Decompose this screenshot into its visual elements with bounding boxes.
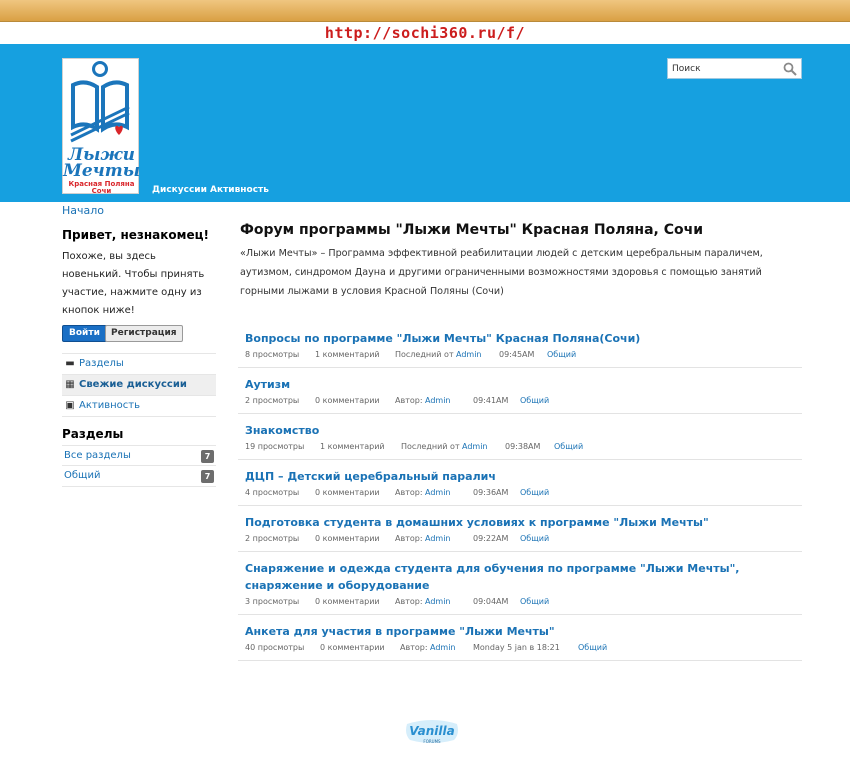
last-post-time: 09:38AM [505, 442, 541, 451]
last-post-time: 09:41AM [473, 396, 509, 405]
categories-list [62, 445, 216, 487]
discussion-row [238, 615, 802, 661]
author-prefix: Автор: [395, 488, 423, 497]
nav-discussions[interactable]: Дискуссии [152, 185, 207, 195]
sidebar-item-recent-discussions[interactable] [62, 375, 216, 396]
views-count: 40 просмотры [245, 643, 305, 652]
nav-activity[interactable]: Активность [210, 185, 269, 195]
search-box [667, 58, 802, 79]
site-url[interactable]: http://sochi360.ru/f/ [0, 22, 850, 44]
last-post-time: 09:45AM [499, 350, 535, 359]
author-prefix: Автор: [395, 396, 423, 405]
logo-emblem-icon [63, 59, 140, 149]
sidebar-item-categories[interactable] [62, 354, 216, 375]
author-prefix: Автор: [395, 597, 423, 606]
comments-count: 0 комментарии [320, 643, 385, 652]
category-link[interactable]: Общий [520, 396, 550, 405]
category-link[interactable]: Общий [578, 643, 608, 652]
main-header [240, 222, 802, 301]
vanilla-logo-text: Vanilla [409, 724, 455, 738]
category-link[interactable]: Общий [554, 442, 584, 451]
views-count: 2 просмотры [245, 534, 300, 543]
sidebar-item-label: Разделы [79, 358, 124, 369]
views-count: 2 просмотры [245, 396, 300, 405]
author-link[interactable]: Admin [425, 597, 451, 606]
discussion-title-link[interactable]: Подготовка студента в домашних условиях к программе "Лыжи Мечты" [245, 516, 709, 529]
logo-subtitle-line1: Красная Поляна [68, 180, 135, 188]
page-title: Форум программы "Лыжи Мечты" Красная Поляна, Сочи [240, 222, 704, 238]
comments-count: 0 комментарии [315, 488, 380, 497]
vanilla-logo-subtext: FORUMS [423, 739, 441, 744]
calendar-icon: ▦ [65, 379, 75, 390]
search-icon[interactable] [783, 62, 797, 76]
discussion-title-link[interactable]: Вопросы по программе "Лыжи Мечты" Красная Поляна(Сочи) [245, 332, 641, 345]
sidebar-item-activity[interactable] [62, 396, 216, 417]
site-logo[interactable] [62, 58, 139, 194]
discussion-list [238, 322, 802, 661]
category-general[interactable] [62, 466, 216, 487]
category-link[interactable]: Общий [520, 597, 550, 606]
category-label: Все разделы [64, 450, 131, 461]
browser-top-bar [0, 0, 850, 22]
author-link[interactable]: Admin [456, 350, 482, 359]
discussion-row [238, 414, 802, 460]
register-button[interactable]: Регистрация [105, 325, 183, 342]
author-link[interactable]: Admin [425, 488, 451, 497]
category-link[interactable]: Общий [520, 488, 550, 497]
last-post-time: 09:36AM [473, 488, 509, 497]
activity-icon: ▣ [65, 400, 75, 411]
last-post-time: Monday 5 jan в 18:21 [473, 643, 560, 652]
folder-icon: ▬ [65, 358, 75, 369]
count-badge: 7 [201, 470, 214, 483]
sidebar-item-label: Свежие дискуссии [79, 379, 187, 390]
views-count: 3 просмотры [245, 597, 300, 606]
views-count: 4 просмотры [245, 488, 300, 497]
views-count: 8 просмотры [245, 350, 300, 359]
author-prefix: Автор: [400, 643, 428, 652]
discussion-row [238, 506, 802, 552]
discussion-row [238, 552, 802, 615]
discussion-title-link[interactable]: Аутизм [245, 378, 291, 391]
discussion-title-link[interactable]: ДЦП – Детский церебральный паралич [245, 470, 496, 483]
author-prefix: Последний от [395, 350, 454, 359]
discussion-title-link[interactable]: Анкета для участия в программе "Лыжи Мечты" [245, 625, 555, 638]
page-description: «Лыжи Мечты» – Программа эффективной реабилитации людей с детским церебральным параличем, аутизмом, синдромом Дауна и другими ограниченными возможностями здоровья с помощью занятий горными лыжами в условия Красной Поляны (Сочи) [240, 248, 763, 297]
signin-button[interactable]: Войти [62, 325, 107, 342]
count-badge: 7 [201, 450, 214, 463]
vanilla-forums-logo[interactable] [404, 718, 460, 746]
author-prefix: Последний от [401, 442, 460, 451]
author-link[interactable]: Admin [425, 534, 451, 543]
discussion-title-link[interactable]: Снаряжение и одежда студента для обучения по программе "Лыжи Мечты", снаряжение и оборудование [245, 562, 740, 592]
comments-count: 1 комментарий [315, 350, 380, 359]
comments-count: 0 комментарии [315, 534, 380, 543]
author-link[interactable]: Admin [462, 442, 488, 451]
sidebar-menu [62, 353, 216, 417]
breadcrumb-home[interactable]: Начало [62, 204, 105, 217]
views-count: 19 просмотры [245, 442, 305, 451]
last-post-time: 09:04AM [473, 597, 509, 606]
comments-count: 0 комментарии [315, 597, 380, 606]
discussion-row [238, 368, 802, 414]
comments-count: 0 комментарии [315, 396, 380, 405]
category-link[interactable]: Общий [520, 534, 550, 543]
search-input[interactable] [668, 59, 780, 78]
logo-title-line1: Лыжи [68, 145, 135, 165]
site-header [0, 44, 850, 202]
comments-count: 1 комментарий [320, 442, 385, 451]
sidebar-item-label: Активность [79, 400, 140, 411]
discussion-row [238, 460, 802, 506]
sidebar [62, 228, 216, 487]
logo-title-line2: Мечты [63, 161, 141, 181]
category-link[interactable]: Общий [547, 350, 577, 359]
categories-heading: Разделы [62, 427, 124, 441]
last-post-time: 09:22AM [473, 534, 509, 543]
author-link[interactable]: Admin [430, 643, 456, 652]
category-label: Общий [64, 470, 101, 481]
logo-subtitle-line2: Сочи [91, 187, 112, 195]
guest-intro-text: Похоже, вы здесь новенький. Чтобы принять участие, нажмите одну из кнопок ниже! [62, 251, 205, 316]
discussion-title-link[interactable]: Знакомство [245, 424, 320, 437]
author-link[interactable]: Admin [425, 396, 451, 405]
discussion-row [238, 322, 802, 368]
category-all[interactable] [62, 445, 216, 466]
author-prefix: Автор: [395, 534, 423, 543]
guest-greeting: Привет, незнакомец! [62, 228, 209, 242]
